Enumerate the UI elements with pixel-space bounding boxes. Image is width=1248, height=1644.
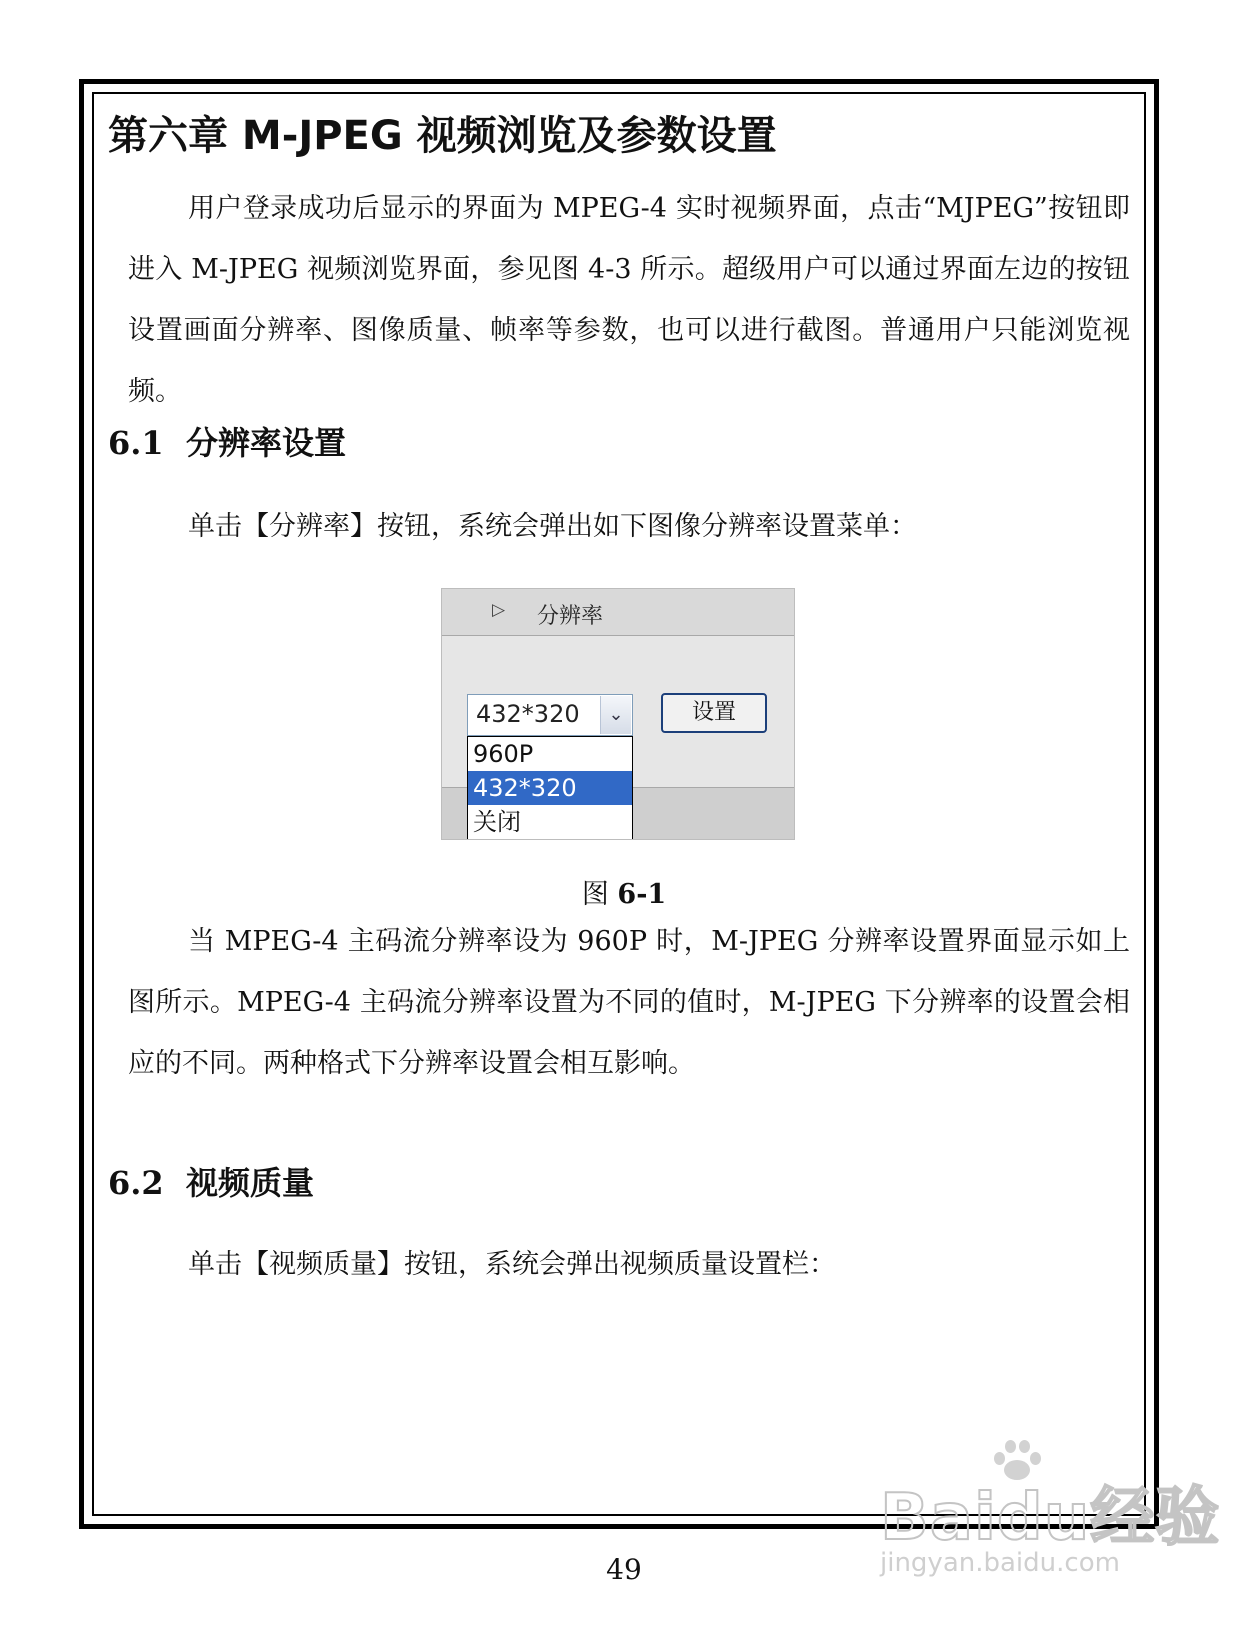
resolution-option-960p[interactable]: 960P	[473, 740, 534, 768]
watermark-url: jingyan.baidu.com	[880, 1548, 1120, 1578]
section-6-2-number: 6.2	[108, 1164, 164, 1202]
watermark-logo: Baidu经验	[880, 1481, 1221, 1555]
section-6-1-instruction: 单击【分辨率】按钮，系统会弹出如下图像分辨率设置菜单：	[188, 511, 917, 542]
section-6-1-title: 分辨率设置	[185, 424, 346, 462]
resolution-options-list	[467, 736, 633, 840]
page-number: 49	[606, 1553, 642, 1586]
resolution-select-value: 432*320	[476, 700, 580, 728]
section-6-2-title: 视频质量	[185, 1164, 314, 1202]
expand-arrow-icon: ▷	[492, 600, 506, 620]
chapter-title: 第六章 M-JPEG 视频浏览及参数设置	[108, 113, 777, 159]
section-6-1-explanation: 当 MPEG-4 主码流分辨率设为 960P 时，M-JPEG 分辨率设置界面显示如上图所示。MPEG-4 主码流分辨率设置为不同的值时，M-JPEG 下分辨率的设置会相应的不同。两种格式下分辨率设置会相互影响。	[128, 926, 1130, 1079]
figure-caption	[0, 875, 1248, 915]
resolution-settings-screenshot	[441, 588, 795, 840]
intro-paragraph: 用户登录成功后显示的界面为 MPEG-4 实时视频界面，点击“MJPEG”按钮即进入 M-JPEG 视频浏览界面，参见图 4-3 所示。超级用户可以通过界面左边的按钮设置画面分辨率、图像质量、帧率等参数，也可以进行截图。普通用户只能浏览视频。	[128, 193, 1130, 407]
set-button[interactable]: 设置	[661, 693, 767, 733]
section-6-2-heading	[108, 1160, 314, 1206]
chevron-down-icon[interactable]: ⌄	[600, 696, 631, 734]
resolution-select[interactable]	[467, 694, 633, 736]
section-6-1-number: 6.1	[108, 424, 164, 462]
section-6-1-heading	[108, 420, 346, 466]
resolution-panel-header[interactable]	[442, 589, 794, 636]
resolution-option-432x320[interactable]: 432*320	[468, 771, 632, 805]
figure-caption-number: 6-1	[617, 879, 667, 910]
resolution-panel-title: 分辨率	[537, 604, 604, 629]
section-6-2-instruction: 单击【视频质量】按钮，系统会弹出视频质量设置栏：	[188, 1249, 836, 1280]
resolution-option-off[interactable]: 关闭	[473, 808, 521, 836]
baidu-watermark	[880, 1460, 1220, 1590]
figure-caption-prefix: 图	[581, 879, 618, 910]
